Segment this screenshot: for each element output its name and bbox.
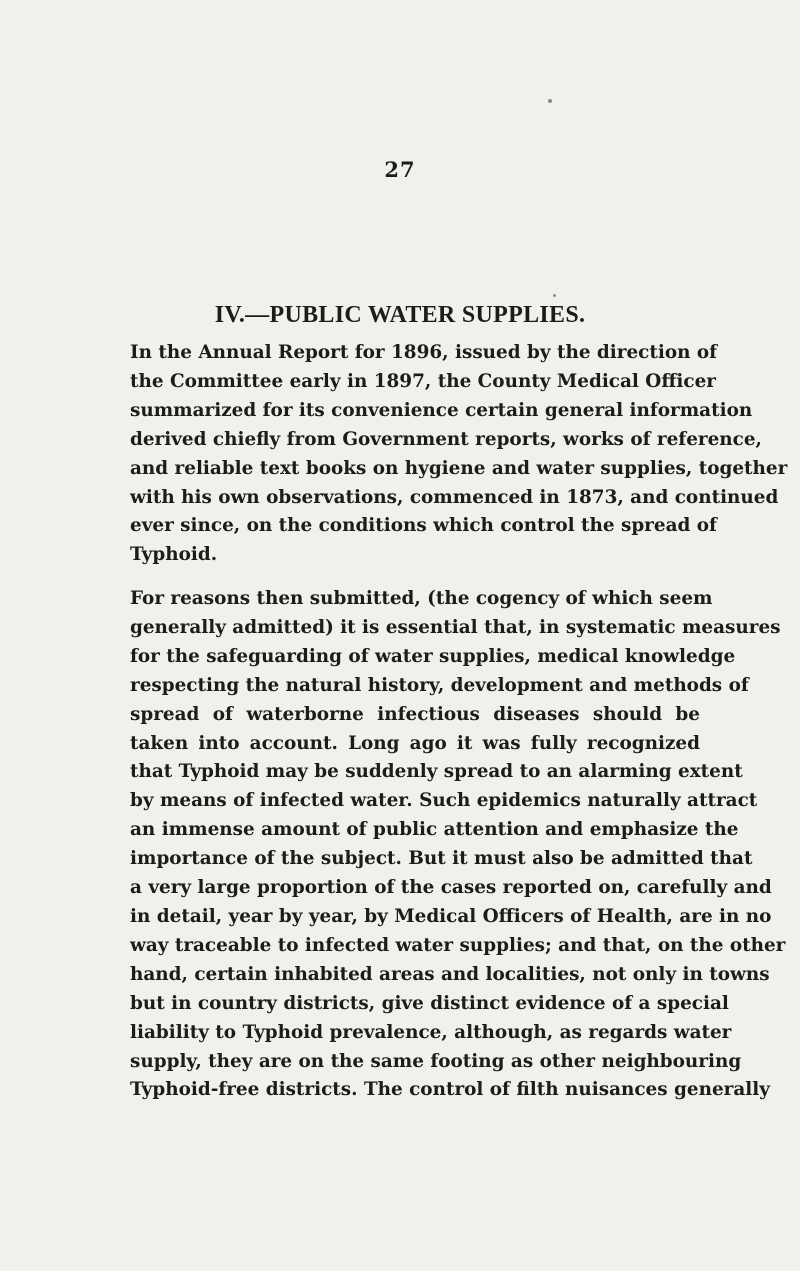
paragraph-line: respecting the natural history, development and methods of [130, 674, 749, 696]
speck-mark [548, 99, 552, 103]
paragraph-line: for the safeguarding of water supplies, medical knowledge [130, 645, 736, 667]
paragraph-line: For reasons then submitted, (the cogency of which seem [130, 588, 713, 609]
paragraph-line: Typhoid. [130, 544, 218, 566]
paragraph-line: supply, they are on the same footing as other neighbouring [130, 1050, 742, 1072]
speck-mark [553, 294, 556, 297]
paragraph-line: way traceable to infected water supplies; and that, on the other [130, 934, 786, 956]
paragraph-line: liability to Typhoid prevalence, although, as regards water [130, 1021, 732, 1043]
paragraph-2 [130, 585, 786, 1105]
paragraph-line: spread of waterborne infectious diseases should be [130, 703, 700, 725]
paragraph-line: a very large proportion of the cases reported on, carefully and [130, 877, 772, 899]
paragraph-line: with his own observations, commenced in 1873, and continued [130, 486, 779, 508]
paragraph-line: and reliable text books on hygiene and water supplies, together [130, 457, 788, 479]
paragraph-line: importance of the subject. But it must also be admitted that [130, 848, 753, 870]
paragraph-line: generally admitted) it is essential that, in systematic measures [130, 616, 781, 638]
paragraph-line: that Typhoid may be suddenly spread to an alarming extent [130, 761, 743, 783]
paragraph-line: by means of infected water. Such epidemics naturally attract [130, 790, 758, 812]
paragraph-line: but in country districts, give distinct evidence of a special [130, 992, 729, 1014]
paragraph-line: In the Annual Report for 1896, issued by the direction of [130, 342, 718, 363]
section-heading: IV.—PUBLIC WATER SUPPLIES. [214, 302, 586, 328]
page-number: 27 [384, 157, 416, 182]
paragraph-line: in detail, year by year, by Medical Officers of Health, are in no [130, 905, 772, 927]
paragraph-1 [130, 339, 788, 570]
paragraph-line: the Committee early in 1897, the County Medical Officer [130, 370, 716, 392]
paragraph-line: Typhoid-free districts. The control of filth nuisances generally [130, 1079, 770, 1101]
paragraph-line: hand, certain inhabited areas and localities, not only in towns [130, 963, 770, 985]
paragraph-line: ever since, on the conditions which control the spread of [130, 515, 717, 537]
paragraph-line: derived chiefly from Government reports, works of reference, [130, 428, 762, 450]
paragraph-line: taken into account. Long ago it was fully recognized [130, 732, 700, 754]
paragraph-line: summarized for its convenience certain general information [130, 399, 753, 421]
paragraph-line: an immense amount of public attention and emphasize the [130, 819, 739, 841]
